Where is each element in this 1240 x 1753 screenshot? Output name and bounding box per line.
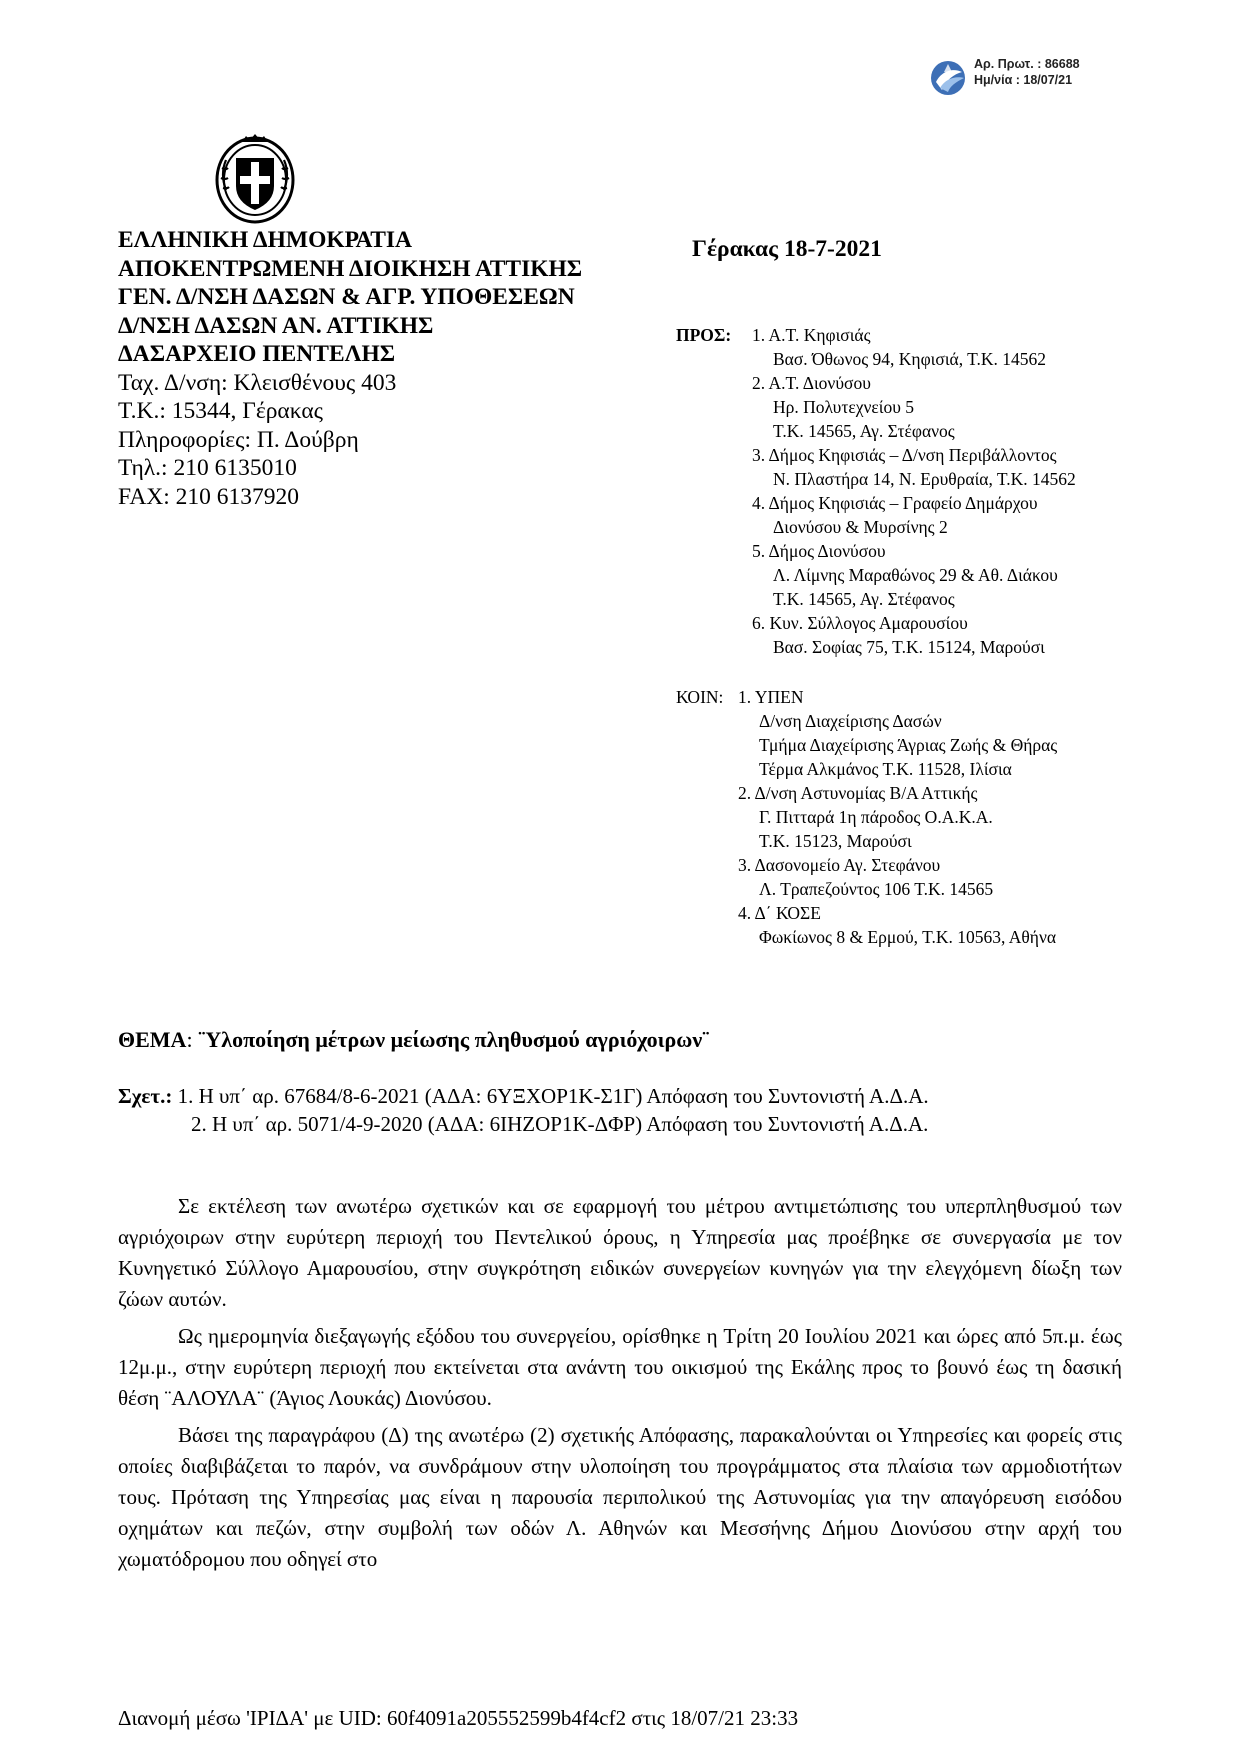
subject-label: ΘΕΜΑ [118, 1027, 187, 1052]
cc-item: Τ.Κ. 15123, Μαρούσι [759, 831, 912, 851]
to-item: Ν. Πλαστήρα 14, Ν. Ερυθραία, Τ.Κ. 14562 [773, 469, 1076, 489]
cc-item: 2. Δ/νση Αστυνομίας Β/Α Αττικής [738, 783, 978, 803]
to-item: 3. Δήμος Κηφισιάς – Δ/νση Περιβάλλοντος [752, 445, 1057, 465]
sender-general-directorate: ΓΕΝ. Δ/ΝΣΗ ΔΑΣΩΝ & ΑΓΡ. ΥΠΟΘΕΣΕΩΝ [118, 284, 575, 310]
cc-item: 4. Δ΄ ΚΟΣΕ [738, 903, 821, 923]
to-item: Ηρ. Πολυτεχνείου 5 [773, 397, 914, 417]
sender-administration: ΑΠΟΚΕΝΤΡΩΜΕΝΗ ΔΙΟΙΚΗΣΗ ΑΤΤΙΚΗΣ [118, 255, 583, 282]
to-item: Τ.Κ. 14565, Αγ. Στέφανος [773, 589, 955, 609]
to-item: 1. Α.Τ. Κηφισιάς [752, 325, 871, 345]
related-item: 1. Η υπ΄ αρ. 67684/8-6-2021 (ΑΔΑ: 6ΥΞΧΟΡ1Κ-Σ1Γ) Απόφαση του Συντονιστή Α.Δ.Α. [177, 1084, 929, 1108]
sender-address: Ταχ. Δ/νση: Κλεισθένους 403 [118, 369, 397, 396]
subject-line: ΘΕΜΑ: ¨Υλοποίηση μέτρων μείωσης πληθυσμού αγριόχοιρων¨ [118, 1027, 710, 1052]
sender-fax: FAX: 210 6137920 [118, 483, 300, 510]
protocol-stamp [928, 56, 1228, 96]
sender-postcode: Τ.Κ.: 15344, Γέρακας [118, 398, 323, 424]
document-date: Γέρακας 18-7-2021 [692, 236, 882, 262]
sender-block [118, 226, 582, 511]
cc-item: Γ. Πιτταρά 1η πάροδος Ο.Α.Κ.Α. [759, 807, 993, 827]
sender-office: ΔΑΣΑΡΧΕΙΟ ΠΕΝΤΕΛΗΣ [118, 341, 396, 367]
body-paragraph: Σε εκτέλεση των ανωτέρω σχετικών και σε εφαρμογή του μέτρου αντιμετώπισης του υπερπληθυσμού των αγριόχοιρων στην ευρύτερη περιοχή του Πεντελικού όρους, η Υπηρεσία μας προέβηκε σε συνεργασία με τον Κυνηγετικό Σύλλογο Αμαρουσίου, στην συγκρότηση ειδικών συνεργείων κυνηγών για την ελεγχόμενη δίωξη των ζώων αυτών. [118, 1194, 1122, 1311]
cc-item: Λ. Τραπεζούντος 106 Τ.Κ. 14565 [759, 879, 994, 899]
to-item: 5. Δήμος Διονύσου [752, 541, 886, 561]
to-item: 2. Α.Τ. Διονύσου [752, 373, 871, 393]
sender-phone: Τηλ.: 210 6135010 [118, 455, 297, 481]
cc-item: Τμήμα Διαχείρισης Άγριας Ζωής & Θήρας [759, 735, 1058, 755]
cc-label: ΚΟΙΝ: [676, 687, 724, 707]
body-paragraph: Ως ημερομηνία διεξαγωγής εξόδου του συνεργείου, ορίσθηκε η Τρίτη 20 Ιουλίου 2021 και ώρες από 5π.μ. έως 12μ.μ., στην ευρύτερη περιοχή που εκτείνεται στα ανάντη του οικισμού της Εκάλης προς το βουνό έως τη δασική θέση ¨ΑΛΟΥΛΑ¨ (Άγιος Λουκάς) Διονύσου. [118, 1324, 1122, 1410]
cc-item: Τέρμα Αλκμάνος Τ.Κ. 11528, Ιλίσια [759, 759, 1012, 779]
cc-item: Φωκίωνος 8 & Ερμού, Τ.Κ. 10563, Αθήνα [759, 927, 1057, 947]
to-item: Λ. Λίμνης Μαραθώνος 29 & Αθ. Διάκου [773, 565, 1058, 585]
related-label: Σχετ.: [118, 1084, 173, 1108]
related-item: 2. Η υπ΄ αρ. 5071/4-9-2020 (ΑΔΑ: 6ΙΗΖΟΡ1Κ-ΔΦΡ) Απόφαση του Συντονιστή Α.Δ.Α. [191, 1112, 929, 1136]
cc-item: Δ/νση Διαχείρισης Δασών [759, 711, 942, 731]
to-item: 4. Δήμος Κηφισιάς – Γραφείο Δημάρχου [752, 493, 1038, 513]
iris-logo-icon [928, 58, 968, 96]
cc-item: 3. Δασονομείο Αγ. Στεφάνου [738, 855, 941, 875]
related-documents [118, 1082, 929, 1138]
stamp-date: Ημ/νία : 18/07/21 [974, 73, 1073, 87]
letter-body [118, 1191, 1122, 1581]
to-item: Διονύσου & Μυρσίνης 2 [773, 517, 948, 537]
to-item: Βασ. Σοφίας 75, Τ.Κ. 15124, Μαρούσι [773, 637, 1045, 657]
sender-information: Πληροφορίες: Π. Δούβρη [118, 426, 359, 453]
body-paragraph: Βάσει της παραγράφου (Δ) της ανωτέρω (2) σχετικής Απόφασης, παρακαλούνται οι Υπηρεσίες και φορείς στις οποίες διαβιβάζεται το παρόν, να συνδράμουν στην υλοποίηση του προγράμματος στα πλαίσια των αρμοδιοτήτων τους. Πρόταση της Υπηρεσίας μας είναι η παρουσία περιπολικού της Αστυνομίας για την απαγόρευση εισόδου οχημάτων και πεζών, στην συμβολή των οδών Λ. Αθηνών και Μεσσήνης Δήμου Διονύσου στην αρχή του χωματόδρομου που οδηγεί στο [118, 1423, 1122, 1571]
distribution-footer: Διανομή μέσω 'ΙΡΙΔΑ' με UID: 60f4091a205552599b4f4cf2 στις 18/07/21 23:33 [118, 1706, 799, 1730]
to-item: 6. Κυν. Σύλλογος Αμαρουσίου [752, 613, 968, 633]
to-label: ΠΡΟΣ: [676, 325, 732, 345]
subject-text: ¨Υλοποίηση μέτρων μείωσης πληθυσμού αγριόχοιρων¨ [198, 1027, 710, 1052]
to-item: Τ.Κ. 14565, Αγ. Στέφανος [773, 421, 955, 441]
to-item: Βασ. Όθωνος 94, Κηφισιά, Τ.Κ. 14562 [773, 349, 1047, 369]
hellenic-coat-of-arms-icon [212, 132, 298, 226]
sender-country: ΕΛΛΗΝΙΚΗ ΔΗΜΟΚΡΑΤΙΑ [118, 227, 413, 253]
cc-item: 1. ΥΠΕΝ [738, 687, 804, 707]
sender-directorate: Δ/ΝΣΗ ΔΑΣΩΝ ΑΝ. ΑΤΤΙΚΗΣ [118, 312, 434, 339]
stamp-protocol-number: Αρ. Πρωτ. : 86688 [974, 57, 1080, 71]
